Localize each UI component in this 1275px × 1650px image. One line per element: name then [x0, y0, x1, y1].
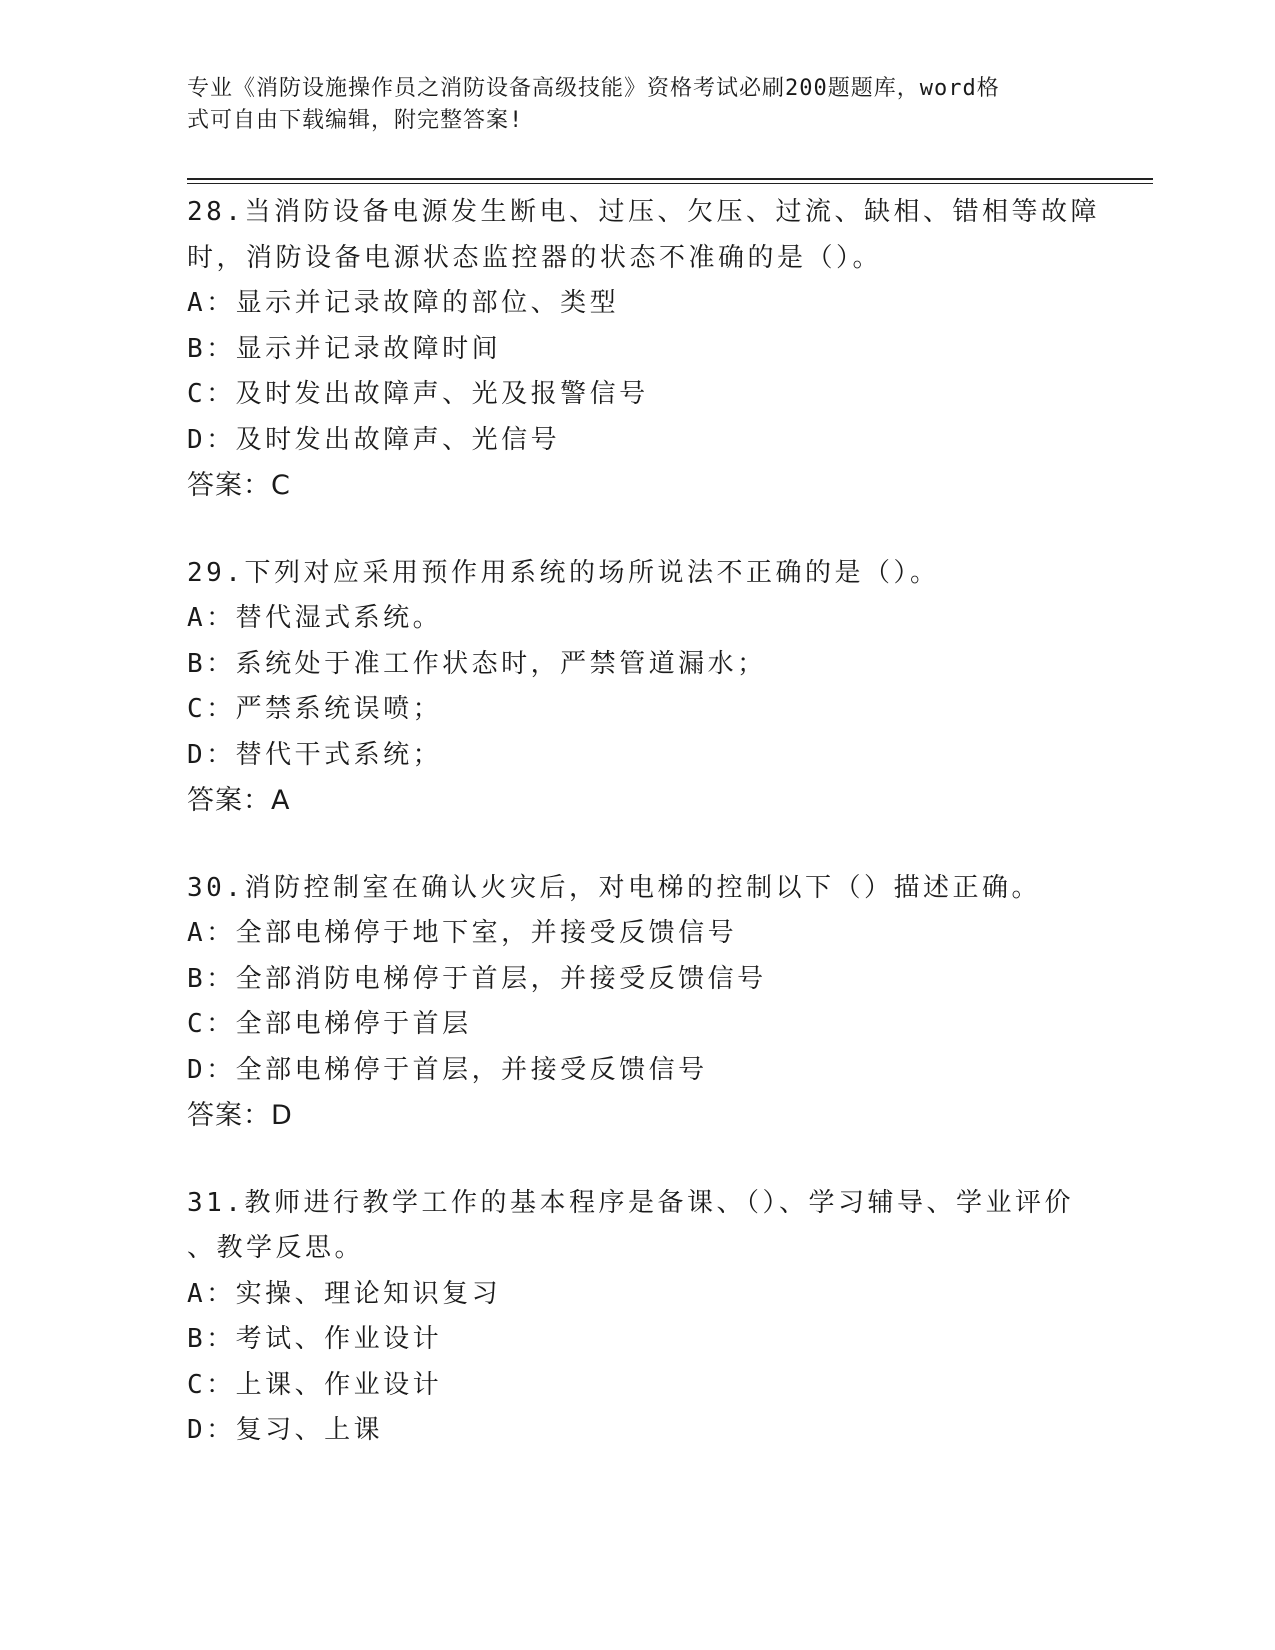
- option-d: D：及时发出故障声、光信号: [187, 424, 561, 455]
- answer-line: 答案：C: [187, 470, 291, 501]
- option-a: A：显示并记录故障的部位、类型: [187, 288, 620, 318]
- question-29: [187, 551, 1087, 824]
- option-d: D：替代干式系统；: [187, 739, 443, 770]
- option-c: C：全部电梯停于首层: [187, 1009, 472, 1039]
- question-list: [187, 190, 1100, 1496]
- option-b: B：显示并记录故障时间: [187, 333, 502, 364]
- option-c: C：及时发出故障声、光及报警信号: [187, 379, 649, 409]
- option-a: A：实操、理论知识复习: [187, 1278, 502, 1309]
- header-divider-thin: [187, 183, 1153, 184]
- header-line-1: 专业《消防设施操作员之消防设备高级技能》资格考试必刷200题题库，word格: [187, 76, 1000, 101]
- question-30: [187, 866, 1087, 1139]
- option-d: D：全部电梯停于首层，并接受反馈信号: [187, 1054, 708, 1085]
- option-d: D：复习、上课: [187, 1415, 384, 1445]
- option-b: B：系统处于准工作状态时，严禁管道漏水；: [187, 648, 767, 679]
- header-divider-thick: [187, 178, 1153, 180]
- option-a: A：替代湿式系统。: [187, 603, 443, 633]
- question-31: [187, 1181, 1087, 1454]
- option-c: C：严禁系统误喷；: [187, 694, 443, 724]
- answer-line: 答案：A: [187, 785, 291, 816]
- document-header: [187, 73, 1067, 137]
- option-c: C：上课、作业设计: [187, 1369, 443, 1400]
- question-stem-line: 、教学反思。: [187, 1233, 365, 1263]
- question-stem-line: 29.下列对应采用预作用系统的场所说法不正确的是（）。: [187, 557, 940, 588]
- answer-line: 答案：D: [187, 1100, 293, 1131]
- question-stem-line: 28.当消防设备电源发生断电、过压、欠压、过流、缺相、错相等故障: [187, 197, 1100, 227]
- header-line-2: 式可自由下载编辑，附完整答案!: [187, 108, 524, 133]
- option-b: B：全部消防电梯停于首层，并接受反馈信号: [187, 963, 767, 994]
- option-a: A：全部电梯停于地下室，并接受反馈信号: [187, 918, 738, 948]
- question-stem-line: 31.教师进行教学工作的基本程序是备课、（）、学习辅导、学业评价: [187, 1187, 1074, 1218]
- question-stem-line: 时，消防设备电源状态监控器的状态不准确的是（）。: [187, 242, 883, 273]
- option-b: B：考试、作业设计: [187, 1324, 443, 1354]
- question-28: [187, 190, 1100, 509]
- question-stem-line: 30.消防控制室在确认火灾后，对电梯的控制以下（）描述正确。: [187, 872, 1041, 903]
